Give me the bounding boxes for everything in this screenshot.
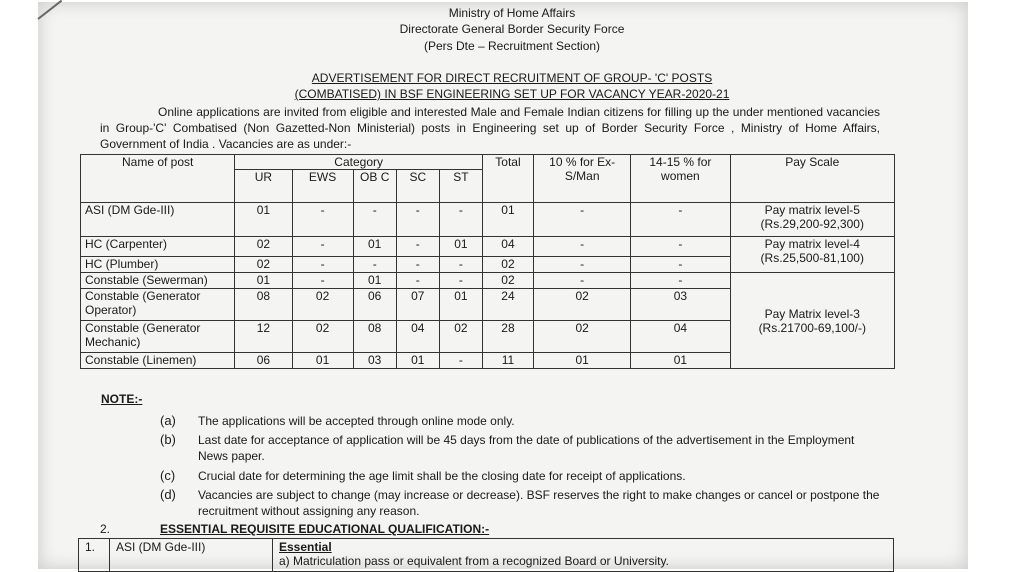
note-text: The applications will be accepted through online mode only.	[198, 414, 515, 428]
cell-post: Constable (Linemen)	[81, 353, 235, 369]
cell-st: 01	[439, 237, 482, 257]
note-letter: (a)	[160, 413, 176, 428]
cell-obc: 01	[353, 237, 396, 257]
qualification-table	[78, 538, 894, 572]
note-text: Last date for acceptance of application will be 45 days from the date of publications of the advertisement in the Employment News paper.	[198, 433, 855, 463]
header-st: ST	[439, 170, 482, 203]
cell-sc: -	[396, 257, 439, 273]
table-row	[81, 203, 895, 237]
cell-women: 03	[631, 289, 730, 321]
cell-ex-serviceman: 01	[534, 353, 631, 369]
cell-st: 01	[439, 289, 482, 321]
table-header-row	[81, 155, 895, 170]
cell-ur: 01	[235, 273, 292, 289]
cell-ews: 02	[292, 321, 353, 353]
cell-obc: -	[353, 257, 396, 273]
cell-total: 28	[482, 321, 533, 353]
cell-post: HC (Carpenter)	[81, 237, 235, 257]
header-obc: OB C	[353, 170, 396, 203]
note-letter: (b)	[160, 432, 176, 447]
cell-ur: 08	[235, 289, 292, 321]
header-sc: SC	[396, 170, 439, 203]
cell-post: Constable (Generator Operator)	[81, 289, 235, 321]
cell-ews: 02	[292, 289, 353, 321]
header-ex-serviceman: 10 % for Ex-S/Man	[534, 155, 631, 203]
cell-ews: 01	[292, 353, 353, 369]
qualification-text: a) Matriculation pass or equivalent from a recognized Board or University.	[279, 554, 669, 568]
cell-st: -	[439, 203, 482, 237]
cell-post: Constable (Generator Mechanic)	[81, 321, 235, 353]
note-letter: (c)	[160, 468, 176, 483]
cell-ex-serviceman: -	[534, 273, 631, 289]
cell-ur: 01	[235, 203, 292, 237]
header-directorate: Directorate General Border Security Force	[399, 22, 625, 36]
header-ur: UR	[235, 170, 292, 203]
cell-ex-serviceman: 02	[534, 321, 631, 353]
cell-ur: 12	[235, 321, 292, 353]
advertisement-title-line1: ADVERTISEMENT FOR DIRECT RECRUITMENT OF GROUP- 'C' POSTS	[311, 71, 713, 85]
note-label: NOTE:-	[101, 392, 143, 406]
cell-ur: 02	[235, 257, 292, 273]
cell-serial: 1.	[79, 539, 110, 572]
cell-st: -	[439, 273, 482, 289]
section-number: 2.	[100, 522, 111, 536]
cell-ews: -	[292, 237, 353, 257]
cell-ur: 06	[235, 353, 292, 369]
section-title: ESSENTIAL REQUISITE EDUCATIONAL QUALIFICATION:-	[160, 522, 490, 536]
cell-post: ASI (DM Gde-III)	[81, 203, 235, 237]
advertisement-title-line2: (COMBATISED) IN BSF ENGINEERING SET UP FOR VACANCY YEAR-2020-21	[294, 87, 730, 101]
cell-total: 01	[482, 203, 533, 237]
cell-ews: -	[292, 257, 353, 273]
cell-post: HC (Plumber)	[81, 257, 235, 273]
header-total: Total	[482, 155, 533, 203]
header-name-of-post: Name of post	[81, 155, 235, 203]
cell-total: 24	[482, 289, 533, 321]
cell-pay-scale: Pay Matrix level-3 (Rs.21700-69,100/-)	[730, 273, 894, 369]
cell-sc: -	[396, 237, 439, 257]
cell-ex-serviceman: -	[534, 237, 631, 257]
table-row	[81, 237, 895, 257]
cell-women: 04	[631, 321, 730, 353]
cell-post: Constable (Sewerman)	[81, 273, 235, 289]
cell-sc: 04	[396, 321, 439, 353]
intro-paragraph	[100, 104, 880, 152]
header-ews: EWS	[292, 170, 353, 203]
header-section: (Pers Dte – Recruitment Section)	[423, 39, 601, 53]
cell-sc: 07	[396, 289, 439, 321]
cell-obc: 01	[353, 273, 396, 289]
cell-ur: 02	[235, 237, 292, 257]
cell-ex-serviceman: 02	[534, 289, 631, 321]
table-row	[81, 273, 895, 289]
cell-total: 04	[482, 237, 533, 257]
essential-label: Essential	[279, 540, 332, 554]
cell-women: -	[631, 273, 730, 289]
cell-sc: 01	[396, 353, 439, 369]
cell-obc: 03	[353, 353, 396, 369]
note-letter: (d)	[160, 487, 176, 502]
cell-women: 01	[631, 353, 730, 369]
cell-total: 02	[482, 257, 533, 273]
header-ministry: Ministry of Home Affairs	[448, 6, 576, 20]
cell-total: 02	[482, 273, 533, 289]
intro-text: Online applications are invited from eligible and interested Male and Female Indian citizens for filling up the under mentioned vacancies in Group-'C' Combatised (Non Gazetted-Non Ministerial) posts in Engineering set up of Border Security Force , Ministry of Home Affairs, Government of India . Vacancies are as under:-	[100, 105, 880, 151]
cell-pay-scale: Pay matrix level-5 (Rs.29,200-92,300)	[730, 203, 894, 237]
cell-st: -	[439, 353, 482, 369]
header-women: 14-15 % for women	[631, 155, 730, 203]
cell-obc: 06	[353, 289, 396, 321]
cell-ex-serviceman: -	[534, 257, 631, 273]
cell-women: -	[631, 257, 730, 273]
cell-women: -	[631, 237, 730, 257]
cell-post: ASI (DM Gde-III)	[110, 539, 273, 572]
note-text: Crucial date for determining the age limit shall be the closing date for receipt of applications.	[198, 469, 686, 483]
cell-ex-serviceman: -	[534, 203, 631, 237]
header-pay-scale: Pay Scale	[730, 155, 894, 203]
cell-pay-scale: Pay matrix level-4 (Rs.25,500-81,100)	[730, 237, 894, 273]
cell-sc: -	[396, 273, 439, 289]
cell-ews: -	[292, 273, 353, 289]
cell-st: -	[439, 257, 482, 273]
cell-st: 02	[439, 321, 482, 353]
note-text: Vacancies are subject to change (may increase or decrease). BSF reserves the right to make changes or cancel or postpone the recruitment without assigning any reason.	[198, 488, 880, 518]
cell-sc: -	[396, 203, 439, 237]
table-row	[79, 539, 894, 572]
cell-obc: -	[353, 203, 396, 237]
cell-qualification	[273, 539, 894, 572]
cell-obc: 08	[353, 321, 396, 353]
cell-ews: -	[292, 203, 353, 237]
vacancy-table	[80, 154, 895, 369]
cell-women: -	[631, 203, 730, 237]
header-category: Category	[235, 155, 483, 170]
cell-total: 11	[482, 353, 533, 369]
